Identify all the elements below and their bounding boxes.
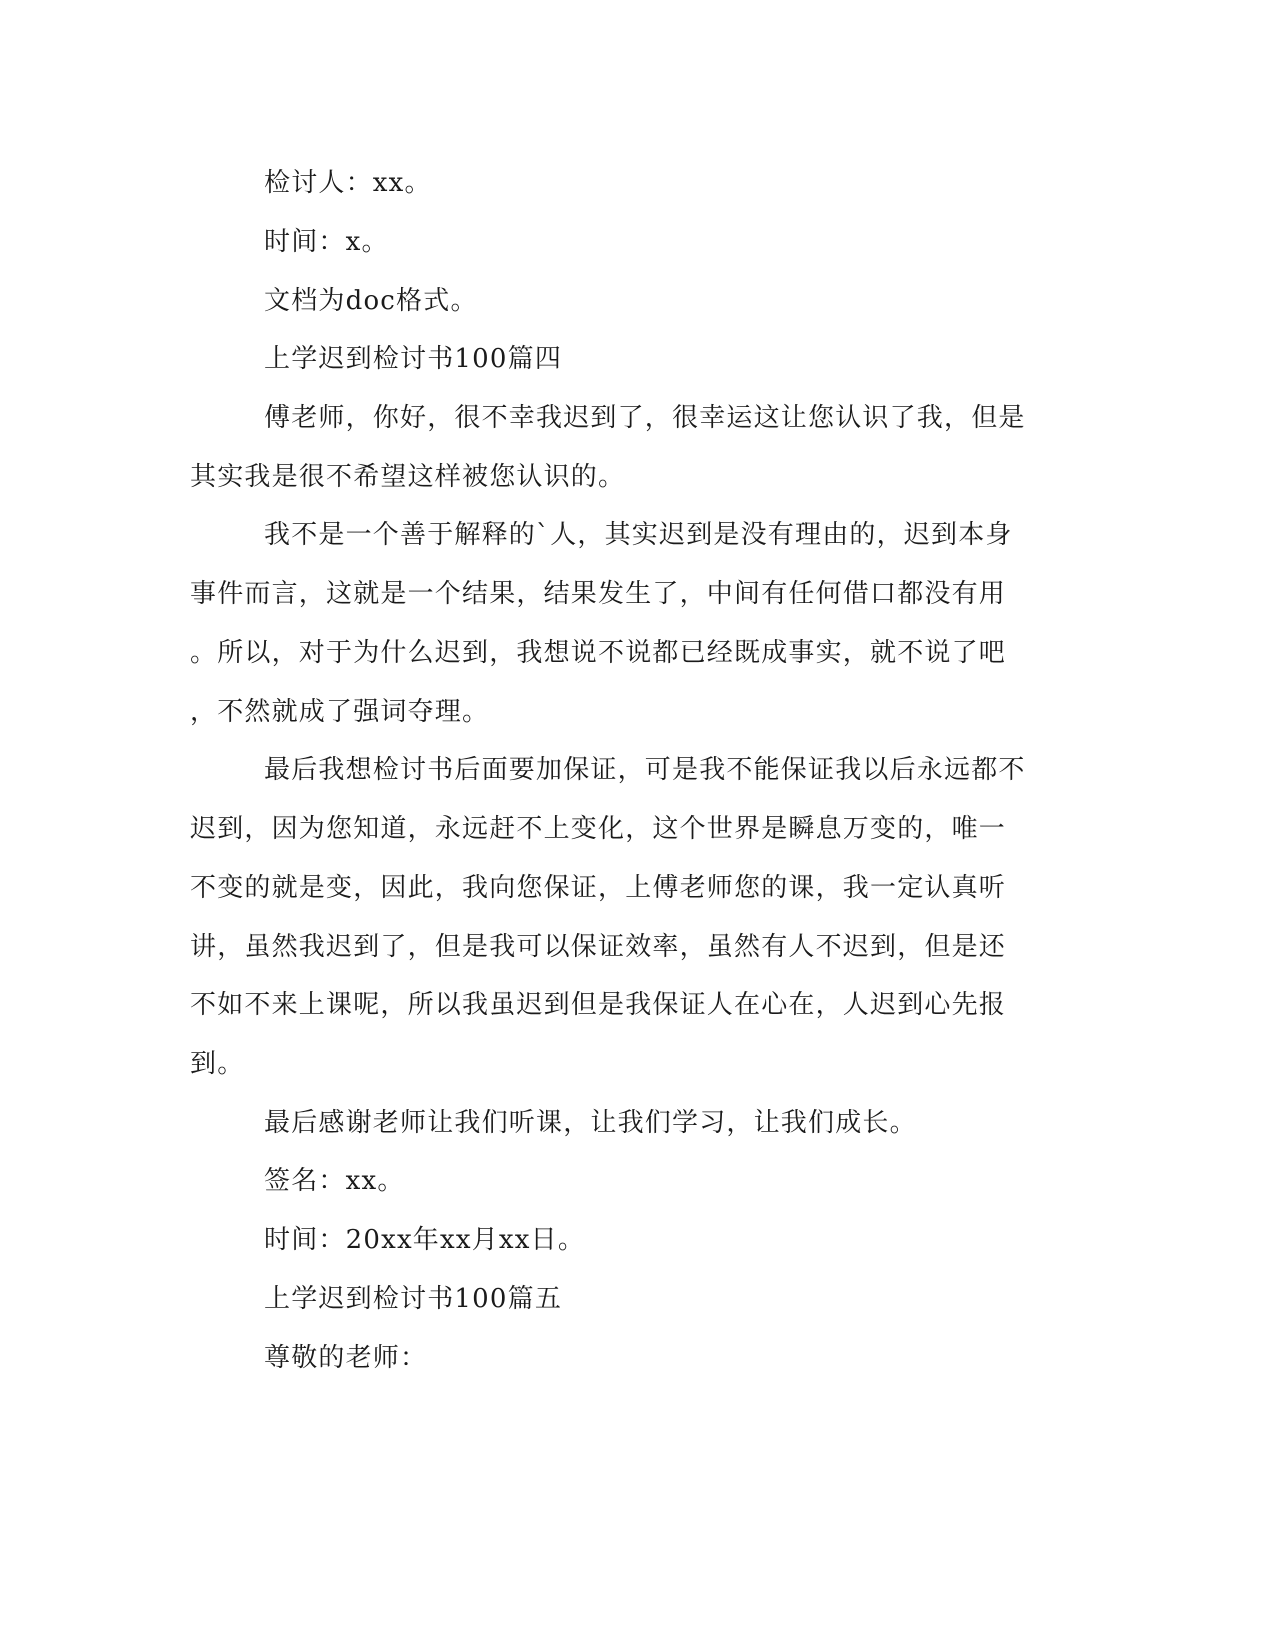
- paragraph-line: 迟到，因为您知道，永远赶不上变化，这个世界是瞬息万变的，唯一: [190, 814, 1007, 844]
- signature-line: 签名：xx。: [264, 1166, 405, 1196]
- paragraph-line: 讲，虽然我迟到了，但是我可以保证效率，虽然有人不迟到，但是还: [190, 932, 1007, 962]
- paragraph-line: 最后我想检讨书后面要加保证，可是我不能保证我以后永远都不: [264, 755, 1026, 785]
- reviewer-line: 检讨人：xx。: [264, 168, 432, 198]
- salutation-line: 尊敬的老师：: [264, 1343, 428, 1373]
- paragraph-line: 最后感谢老师让我们听课，让我们学习，让我们成长。: [264, 1108, 917, 1138]
- paragraph-line: 其实我是很不希望这样被您认识的。: [190, 462, 626, 492]
- paragraph-line: 到。: [190, 1049, 245, 1079]
- paragraph-line: 。所以，对于为什么迟到，我想说不说都已经既成事实，就不说了吧: [190, 638, 1007, 668]
- paragraph-line: ，不然就成了强词夺理。: [190, 697, 490, 727]
- paragraph-line: 不如不来上课呢，所以我虽迟到但是我保证人在心在，人迟到心先报: [190, 990, 1007, 1020]
- date-line: 时间：20xx年xx月xx日。: [264, 1225, 586, 1255]
- paragraph-line: 我不是一个善于解释的`人，其实迟到是没有理由的，迟到本身: [264, 520, 1013, 550]
- section-heading-5: 上学迟到检讨书100篇五: [264, 1284, 563, 1314]
- section-heading-4: 上学迟到检讨书100篇四: [264, 344, 563, 374]
- paragraph-line: 事件而言，这就是一个结果，结果发生了，中间有任何借口都没有用: [190, 579, 1007, 609]
- time-line: 时间：x。: [264, 227, 389, 257]
- format-note: 文档为doc格式。: [264, 286, 478, 316]
- paragraph-line: 傅老师，你好，很不幸我迟到了，很幸运这让您认识了我，但是: [264, 403, 1026, 433]
- paragraph-line: 不变的就是变，因此，我向您保证，上傅老师您的课，我一定认真听: [190, 873, 1007, 903]
